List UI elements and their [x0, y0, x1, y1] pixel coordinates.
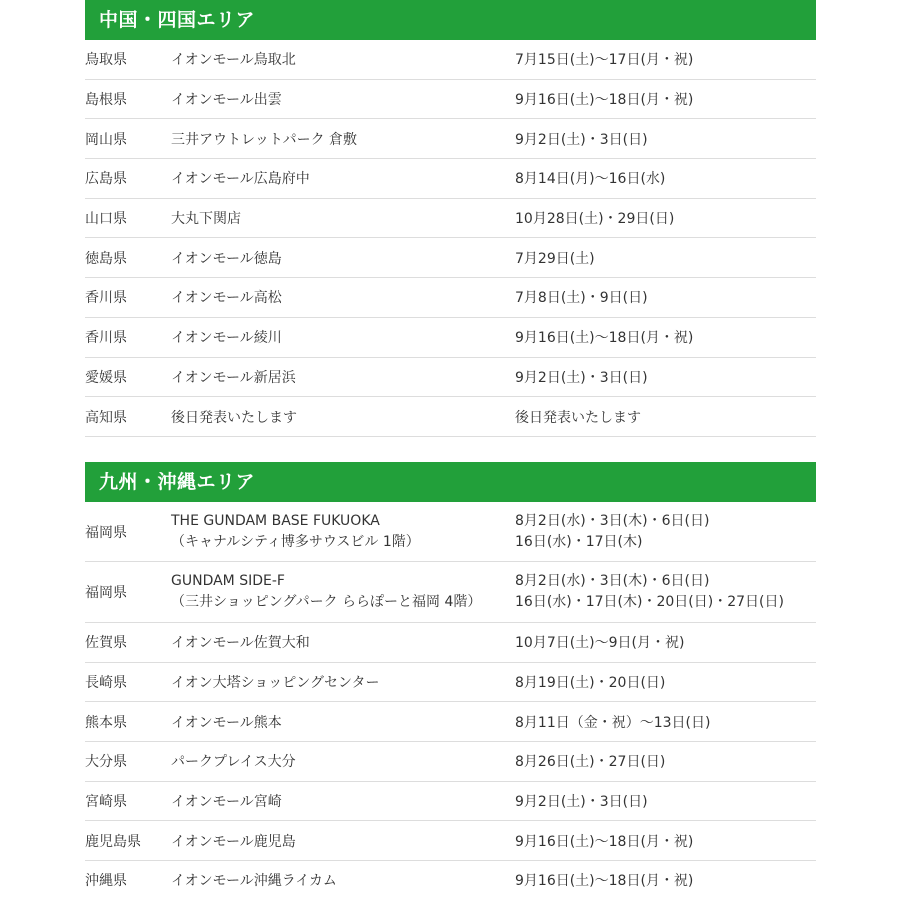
table-row	[85, 502, 816, 563]
venue-cell: イオンモール徳島	[171, 250, 282, 267]
date-cell: 8月14日(月)〜16日(水)	[515, 171, 666, 188]
venue-cell: イオンモール佐賀大和	[171, 635, 310, 652]
venue-cell: イオンモール鹿児島	[171, 833, 296, 850]
date-cell: 7月29日(土)	[515, 250, 595, 267]
prefecture-cell: 佐賀県	[85, 635, 127, 652]
venue-cell	[171, 571, 515, 613]
table-row	[85, 397, 816, 437]
venue-name: GUNDAM SIDE-F	[171, 573, 285, 590]
date-cell: 7月15日(土)〜17日(月・祝)	[515, 52, 694, 69]
prefecture-cell: 山口県	[85, 211, 127, 228]
venue-location: （キャナルシティ博多サウスビル 1階）	[171, 533, 420, 550]
prefecture-cell: 島根県	[85, 92, 127, 109]
venue-cell: イオンモール鳥取北	[171, 52, 296, 69]
prefecture-cell: 沖縄県	[85, 873, 127, 890]
table-row	[85, 861, 816, 900]
venue-cell: 三井アウトレットパーク 倉敷	[171, 131, 358, 148]
table-row	[85, 278, 816, 318]
date-cell	[515, 571, 816, 613]
venue-location: （三井ショッピングパーク ららぽーと福岡 4階）	[171, 594, 482, 611]
prefecture-cell: 鳥取県	[85, 52, 127, 69]
prefecture-cell: 高知県	[85, 409, 127, 426]
schedule-table	[85, 40, 816, 437]
table-row	[85, 238, 816, 278]
venue-cell: イオンモール綾川	[171, 330, 282, 347]
section-spacer	[85, 437, 816, 462]
prefecture-cell: 香川県	[85, 330, 127, 347]
table-row	[85, 663, 816, 703]
table-row	[85, 40, 816, 80]
table-row	[85, 742, 816, 782]
venue-cell: パークプレイス大分	[171, 754, 296, 771]
table-row	[85, 821, 816, 861]
venue-cell: イオンモール沖縄ライカム	[171, 873, 337, 890]
venue-cell	[171, 511, 515, 553]
date-line: 16日(水)・17日(木)・20日(日)・27日(日)	[515, 594, 784, 611]
prefecture-cell: 福岡県	[85, 585, 127, 602]
venue-cell: イオンモール高松	[171, 290, 282, 307]
schedule-table	[85, 502, 816, 900]
date-cell: 後日発表いたします	[515, 409, 641, 426]
venue-cell: 大丸下関店	[171, 211, 241, 228]
venue-cell: イオンモール広島府中	[171, 171, 310, 188]
venue-cell: イオンモール宮崎	[171, 793, 282, 810]
section-title: 中国・四国エリア	[85, 0, 816, 40]
date-cell: 9月16日(土)〜18日(月・祝)	[515, 833, 694, 850]
section-title: 九州・沖縄エリア	[85, 462, 816, 502]
section-chugoku-shikoku	[85, 0, 816, 437]
date-cell: 9月2日(土)・3日(日)	[515, 793, 648, 810]
table-row	[85, 358, 816, 398]
event-schedule	[85, 0, 816, 900]
date-line: 8月2日(水)・3日(木)・6日(日)	[515, 573, 710, 590]
date-line: 8月2日(水)・3日(木)・6日(日)	[515, 512, 710, 529]
prefecture-cell: 徳島県	[85, 250, 127, 267]
venue-cell: 後日発表いたします	[171, 409, 297, 426]
prefecture-cell: 鹿児島県	[85, 833, 141, 850]
table-row	[85, 623, 816, 663]
date-cell: 7月8日(土)・9日(日)	[515, 290, 648, 307]
prefecture-cell: 岡山県	[85, 131, 127, 148]
prefecture-cell: 愛媛県	[85, 369, 127, 386]
date-cell: 10月7日(土)〜9日(月・祝)	[515, 635, 685, 652]
date-cell: 9月16日(土)〜18日(月・祝)	[515, 873, 694, 890]
table-row	[85, 782, 816, 822]
venue-cell: イオンモール新居浜	[171, 369, 296, 386]
prefecture-cell: 長崎県	[85, 674, 127, 691]
date-cell: 9月16日(土)〜18日(月・祝)	[515, 92, 694, 109]
venue-cell: イオンモール出雲	[171, 92, 282, 109]
date-cell: 10月28日(土)・29日(日)	[515, 211, 675, 228]
table-row	[85, 318, 816, 358]
prefecture-cell: 大分県	[85, 754, 127, 771]
table-row	[85, 562, 816, 623]
table-row	[85, 199, 816, 239]
table-row	[85, 80, 816, 120]
date-cell: 9月2日(土)・3日(日)	[515, 131, 648, 148]
venue-cell: イオン大塔ショッピングセンター	[171, 674, 380, 691]
date-cell	[515, 511, 816, 553]
prefecture-cell: 宮崎県	[85, 793, 127, 810]
date-cell: 8月26日(土)・27日(日)	[515, 754, 666, 771]
table-row	[85, 702, 816, 742]
date-cell: 9月2日(土)・3日(日)	[515, 369, 648, 386]
prefecture-cell: 福岡県	[85, 524, 127, 541]
section-kyushu-okinawa	[85, 462, 816, 900]
table-row	[85, 119, 816, 159]
prefecture-cell: 香川県	[85, 290, 127, 307]
date-line: 16日(水)・17日(木)	[515, 533, 643, 550]
date-cell: 9月16日(土)〜18日(月・祝)	[515, 330, 694, 347]
table-row	[85, 159, 816, 199]
prefecture-cell: 熊本県	[85, 714, 127, 731]
venue-name: THE GUNDAM BASE FUKUOKA	[171, 512, 380, 529]
prefecture-cell: 広島県	[85, 171, 127, 188]
venue-cell: イオンモール熊本	[171, 714, 282, 731]
date-cell: 8月19日(土)・20日(日)	[515, 674, 666, 691]
date-cell: 8月11日（金・祝）〜13日(日)	[515, 714, 711, 731]
